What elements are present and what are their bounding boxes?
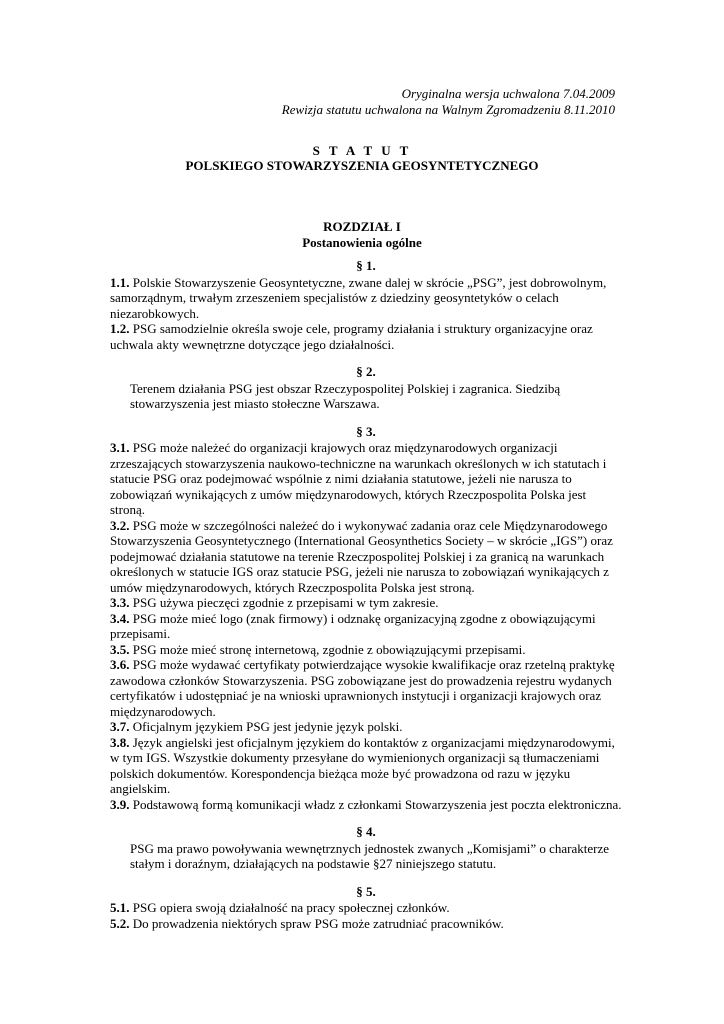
paragraph-text: PSG używa pieczęci zgodnie z przepisami w tym zakresie. [129,595,439,610]
section-heading-5: § 5. [356,883,376,899]
section-heading-2: § 2. [356,364,376,379]
paragraph-text: Oficjalnym językiem PSG jest jedynie język polski. [129,719,403,734]
document-header [282,86,615,117]
paragraph-number: 3.4. [110,610,130,626]
paragraph-1-1 [110,275,622,322]
title-statut: S T A T U T [312,143,412,158]
document-body [110,258,622,931]
document-title [0,143,724,173]
paragraph-3-3 [110,595,622,611]
paragraph-number: 3.6. [110,657,130,672]
chapter-heading [0,219,724,250]
paragraph-text: Do prowadzenia niektórych spraw PSG może zatrudniać pracowników. [129,915,504,931]
paragraph-4: PSG ma prawo powoływania wewnętrznych jednostek zwanych „Komisjami” o charakterze stałym i doraźnym, działających na podstawie §27 niniejszego statutu. [130,840,610,871]
original-version-note: Oryginalna wersja uchwalona 7.04.2009 [401,86,615,101]
chapter-number: ROZDZIAŁ I [323,219,401,234]
paragraph-number: 3.8. [110,734,130,750]
paragraph-number: 5.1. [110,900,130,915]
paragraph-number: 3.5. [110,641,130,657]
paragraph-3-2 [110,518,622,596]
paragraph-5-1 [110,900,622,916]
paragraph-2: Terenem działania PSG jest obszar Rzeczypospolitej Polskiej i zagranica. Siedzibą stowarzyszenia jest miasto stołeczne Warszawa. [130,380,561,411]
paragraph-number: 1.1. [110,274,130,290]
paragraph-text: PSG może mieć logo (znak firmowy) i odznakę organizacyjną zgodne z obowiązującymi przepisami. [110,610,596,641]
paragraph-number: 5.2. [110,915,130,931]
paragraph-3-9 [110,797,622,813]
section-heading-1: § 1. [356,258,376,273]
paragraph-text: Język angielski jest oficjalnym językiem do kontaktów z organizacjami międzynarodowymi, w tym IGS. Wszystkie dokumenty przesyłane do wymienionych organizacji są tłumaczeniami polskich dokumentów. Korespondencja bieżąca może być prowadzona od razu w języku angielskim. [110,734,615,796]
title-organization: POLSKIEGO STOWARZYSZENIA GEOSYNTETYCZNEGO [185,158,539,173]
paragraph-text: PSG opiera swoją działalność na pracy społecznej członków. [129,900,450,915]
paragraph-text: PSG samodzielnie określa swoje cele, programy działania i struktury organizacyjne oraz uchwala akty wewnętrzne dotyczące jego działalności. [110,321,593,352]
section-heading-4: § 4. [356,824,376,839]
paragraph-3-7 [110,719,622,735]
paragraph-text: PSG może wydawać certyfikaty potwierdzające wysokie kwalifikacje oraz rzetelną praktykę zawodowa członków Stowarzyszenia. PSG zobowiązane jest do prowadzenia rejestru wydanych certyfikatów i udostępniać je na wnioski uprawnionych instytucji i organizacji krajowych oraz międzynarodowych. [110,657,615,719]
paragraph-text: PSG może mieć stronę internetową, zgodnie z obowiązującymi przepisami. [129,641,526,657]
paragraph-3-4 [110,611,622,642]
paragraph-3-8 [110,735,622,797]
paragraph-text: PSG może należeć do organizacji krajowych oraz międzynarodowych organizacji zrzeszających stowarzyszenia naukowo-techniczne na warunkach określonych w ich statutach i statucie PSG oraz podejmować wspólnie z nimi działania statutowe, jeżeli nie narusza to zobowiązań wynikających z umów międzynarodowych, których Rzeczpospolita Polska jest stroną. [110,440,607,517]
paragraph-text: Polskie Stowarzyszenie Geosyntetyczne, zwane dalej w skrócie „PSG”, jest dobrowolnym, samorządnym, trwałym zrzeszeniem specjalistów z dziedziny geosyntetyków o celach niezarobkowych. [110,274,607,321]
paragraph-5-2 [110,916,622,932]
paragraph-text: Podstawową formą komunikacji władz z członkami Stowarzyszenia jest poczta elektroniczna. [129,796,622,812]
paragraph-number: 3.3. [110,595,130,610]
revision-note: Rewizja statutu uchwalona na Walnym Zgromadzeniu 8.11.2010 [281,101,615,117]
paragraph-number: 3.2. [110,517,130,533]
paragraph-number: 3.1. [110,440,130,455]
chapter-name: Postanowienia ogólne [302,234,422,250]
paragraph-text: PSG może w szczególności należeć do i wykonywać zadania oraz cele Międzynarodowego Stowarzyszenia Geosyntetycznego (International Geosynthetics Society – w skrócie „IGS”) oraz podejmować działania statutowe na terenie Rzeczpospolitej Polskiej i za granicą na warunkach określonych w statucie IGS oraz statucie PSG, jeżeli nie narusza to zobowiązań wynikających z umów międzynarodowych, których Rzeczpospolita Polska jest stroną. [110,517,613,595]
paragraph-3-6 [110,657,622,719]
paragraph-3-1 [110,440,622,518]
section-heading-3: § 3. [356,423,376,439]
paragraph-number: 3.7. [110,719,130,734]
paragraph-number: 3.9. [110,796,130,812]
paragraph-number: 1.2. [110,321,130,336]
paragraph-3-5 [110,642,622,658]
paragraph-1-2 [110,321,622,352]
